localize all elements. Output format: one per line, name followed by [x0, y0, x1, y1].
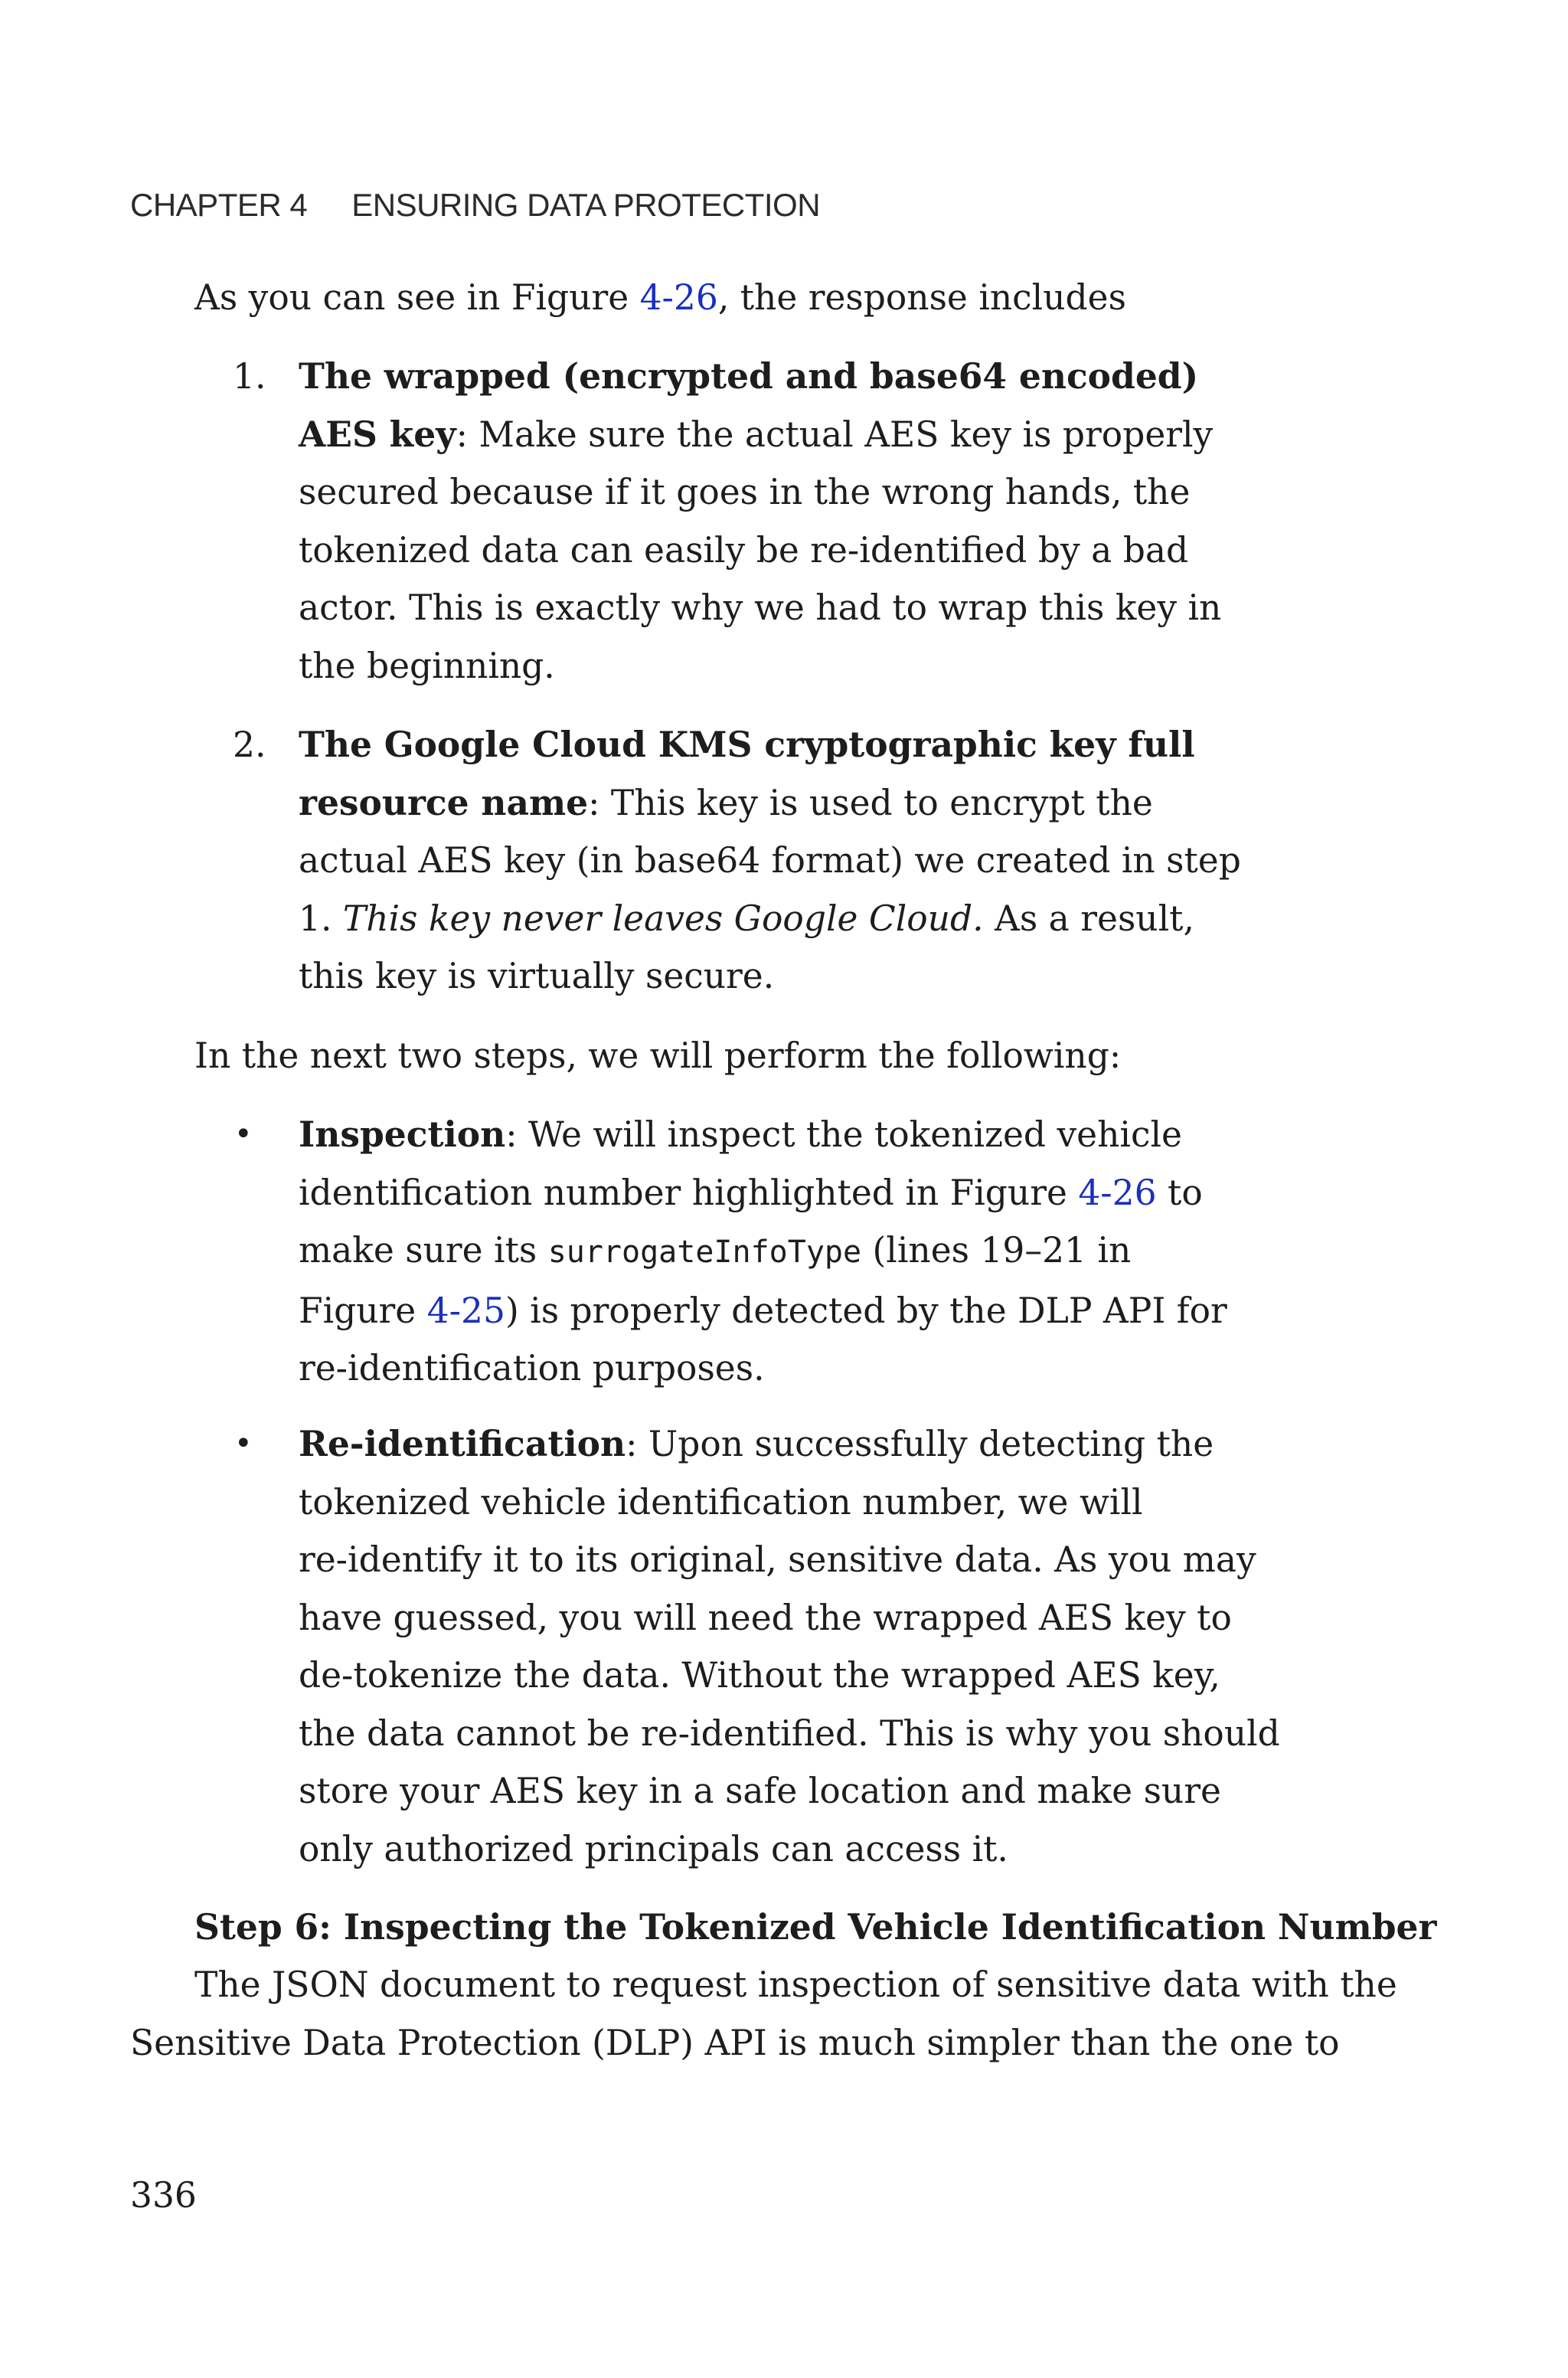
figure-link-4-25[interactable]: 4-25: [426, 1290, 505, 1331]
numbered-item-1: [299, 348, 1221, 695]
list-line: Re-identification: Upon successfully detecting the: [299, 1423, 1214, 1464]
list-line: 1. This key never leaves Google Cloud. As a result,: [299, 898, 1194, 939]
bullet-marker-1: •: [234, 1117, 253, 1152]
list-line: AES key: Make sure the actual AES key is properly: [299, 413, 1214, 455]
list-line: identification number highlighted in Figure 4-26 to: [299, 1172, 1203, 1213]
bullet-item-inspection: [299, 1106, 1227, 1398]
page-number: 336: [130, 2175, 197, 2216]
intro-text-end: , the response includes: [717, 277, 1126, 318]
list-line: the data cannot be re-identified. This is why you should: [299, 1712, 1280, 1754]
closing-paragraph: [130, 1956, 1397, 2072]
list-line: re-identify it to its original, sensitive data. As you may: [299, 1539, 1256, 1580]
list-line: actor. This is exactly why we had to wrap this key in: [299, 587, 1222, 628]
bullet-item-reidentification: [299, 1415, 1280, 1878]
list-line: this key is virtually secure.: [299, 956, 775, 996]
list-line: secured because if it goes in the wrong hands, the: [299, 472, 1191, 512]
list-line: Inspection: We will inspect the tokenized vehicle: [299, 1114, 1182, 1155]
chapter-label: CHAPTER 4: [130, 187, 308, 223]
list-line: have guessed, you will need the wrapped AES key to: [299, 1597, 1232, 1638]
closing-line-2: Sensitive Data Protection (DLP) API is much simpler than the one to: [130, 2022, 1340, 2063]
list-line: tokenized data can easily be re-identified by a bad: [299, 529, 1189, 571]
numbered-item-2: [299, 716, 1241, 1006]
list-line: make sure its surrogateInfoType (lines 19–21 in: [299, 1230, 1132, 1271]
list-line: re-identification purposes.: [299, 1348, 765, 1389]
list-line: de-tokenize the data. Without the wrapped AES key,: [299, 1655, 1220, 1696]
list-line: The wrapped (encrypted and base64 encoded): [299, 355, 1199, 397]
list-line: Figure 4-25) is properly detected by the DLP API for: [299, 1290, 1227, 1331]
list-marker-1: 1.: [233, 356, 266, 397]
list-line: the beginning.: [299, 645, 555, 686]
intro-paragraph: [194, 269, 1126, 327]
code-surrogate-info-type: surrogateInfoType: [547, 1235, 862, 1270]
intro-text: As you can see in Figure: [194, 277, 640, 318]
figure-link-4-26[interactable]: 4-26: [639, 277, 718, 318]
list-line: resource name: This key is used to encrypt the: [299, 781, 1153, 823]
list-line: The Google Cloud KMS cryptographic key full: [299, 724, 1195, 765]
list-marker-2: 2.: [233, 725, 266, 765]
figure-link-4-26[interactable]: 4-26: [1078, 1172, 1157, 1213]
closing-line-1: The JSON document to request inspection of sensitive data with the: [194, 1964, 1397, 2005]
step-heading: Step 6: Inspecting the Tokenized Vehicle Identification Number: [194, 1906, 1437, 1948]
list-line: actual AES key (in base64 format) we created in step: [299, 840, 1241, 881]
next-steps-paragraph: In the next two steps, we will perform the following:: [194, 1035, 1122, 1076]
chapter-title: ENSURING DATA PROTECTION: [351, 187, 821, 223]
list-line: tokenized vehicle identification number, we will: [299, 1481, 1143, 1523]
running-header: [130, 187, 820, 224]
list-line: store your AES key in a safe location and make sure: [299, 1771, 1221, 1811]
list-line: only authorized principals can access it.: [299, 1828, 1008, 1869]
bullet-marker-2: •: [234, 1426, 253, 1461]
